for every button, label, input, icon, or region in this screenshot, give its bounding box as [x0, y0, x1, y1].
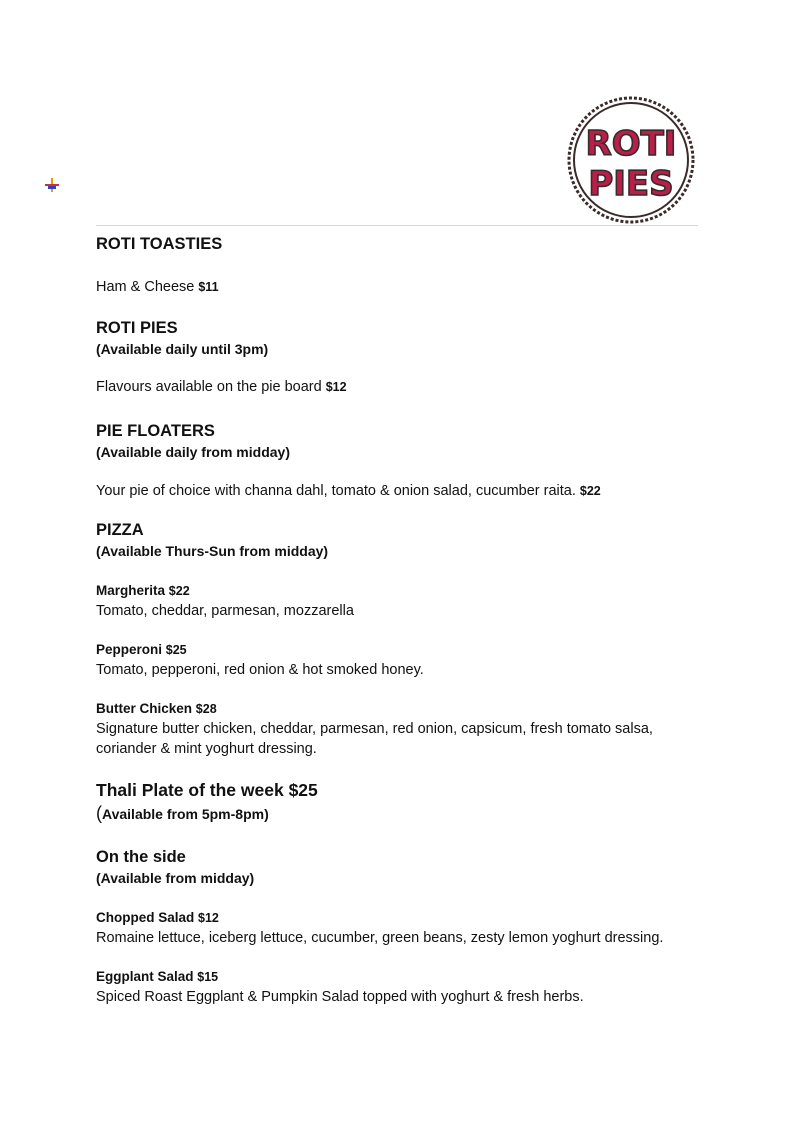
pizza-item-desc: Tomato, pepperoni, red onion & hot smoked honey.	[96, 662, 424, 678]
thali-availability: (Available from 5pm-8pm)	[96, 803, 269, 823]
section-title-pie-floaters: PIE FLOATERS	[96, 422, 215, 440]
roti-pies-availability: (Available daily until 3pm)	[96, 341, 269, 357]
section-title-thali: Thali Plate of the week $25	[96, 780, 318, 800]
logo-line1: ROTI	[585, 124, 677, 164]
pizza-item-desc: Tomato, cheddar, parmesan, mozzarella	[96, 603, 354, 619]
menu-body	[96, 230, 716, 1007]
pizza-item-name: Butter Chicken $28	[96, 701, 217, 716]
roti-pies-text: Flavours available on the pie board $12	[96, 379, 347, 395]
pie-floaters-text: Your pie of choice with channa dahl, tomato & onion salad, cucumber raita. $22	[96, 483, 601, 499]
side-item-name: Eggplant Salad $15	[96, 969, 219, 984]
side-item-desc: Spiced Roast Eggplant & Pumpkin Salad topped with yoghurt & fresh herbs.	[96, 989, 584, 1005]
logo-line2: PIES	[588, 164, 674, 204]
pie-floaters-availability: (Available daily from midday)	[96, 444, 290, 460]
thali-price: $25	[288, 780, 318, 800]
header-divider	[96, 225, 698, 226]
pizza-item-name: Pepperoni $25	[96, 642, 187, 657]
section-title-roti-pies: ROTI PIES	[96, 319, 178, 337]
pizza-item-name: Margherita $22	[96, 583, 190, 598]
section-title-on-the-side: On the side	[96, 848, 186, 866]
section-title-pizza: PIZZA	[96, 521, 144, 539]
side-item-desc: Romaine lettuce, iceberg lettuce, cucumber, green beans, zesty lemon yoghurt dressing.	[96, 930, 664, 946]
roti-pies-price: $12	[325, 380, 347, 394]
roti-pies-logo	[565, 95, 697, 225]
move-handle-icon[interactable]	[45, 178, 59, 192]
pie-floaters-price: $22	[579, 484, 601, 498]
section-title-toasties: ROTI TOASTIES	[96, 235, 223, 253]
side-availability: (Available from midday)	[96, 870, 255, 886]
side-item-name: Chopped Salad $12	[96, 910, 219, 925]
toasties-price: $11	[198, 280, 219, 294]
pizza-availability: (Available Thurs-Sun from midday)	[96, 543, 329, 559]
toasties-item: Ham & Cheese $11	[96, 279, 219, 295]
pizza-item-desc: Signature butter chicken, cheddar, parmesan, red onion, capsicum, fresh tomato salsa, coriander & mint yoghurt dressing.	[96, 721, 653, 757]
